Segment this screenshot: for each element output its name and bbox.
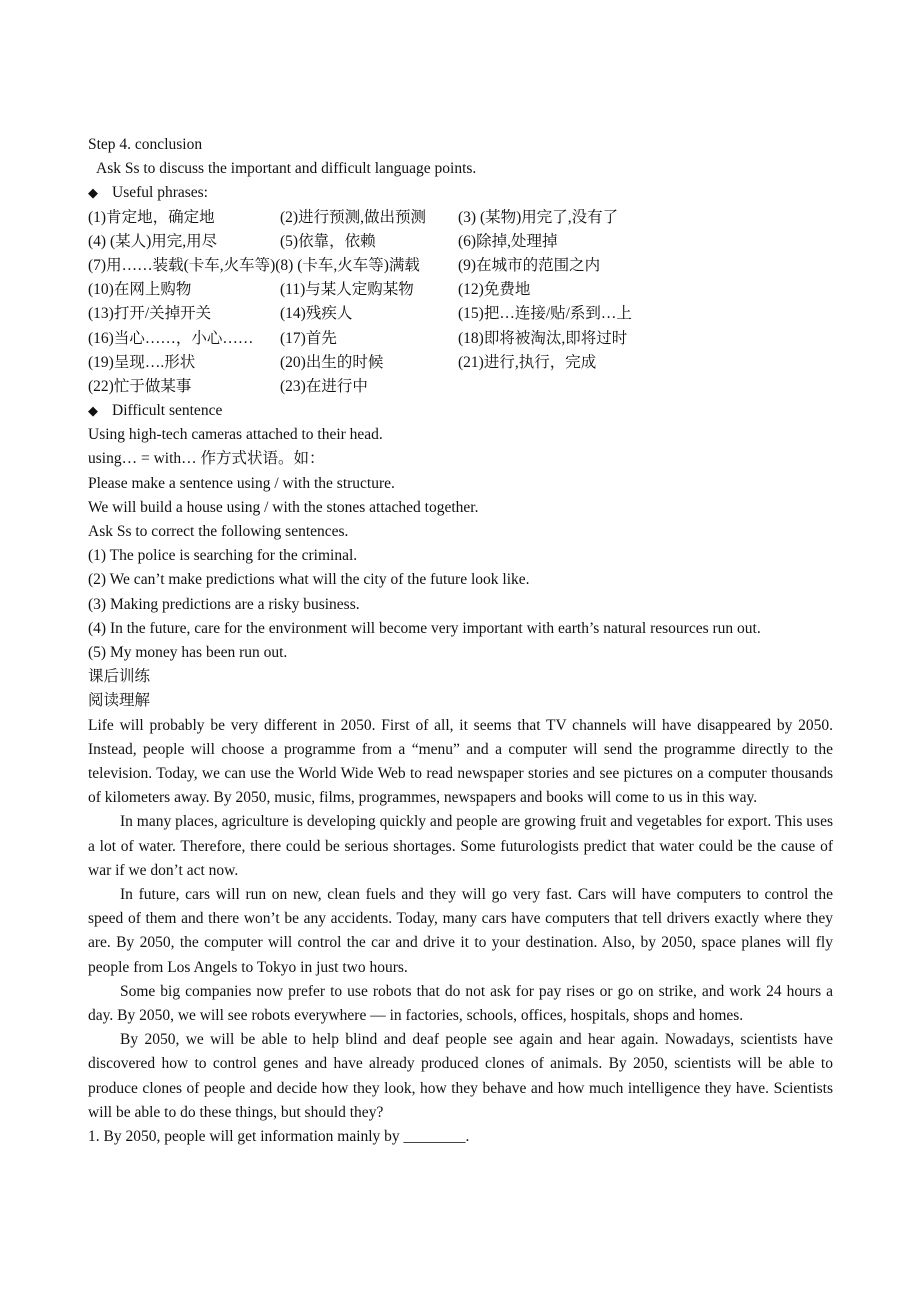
phrase-item: (7)用……装载(卡车,火车等)(8) (卡车,火车等)满载 (88, 256, 420, 274)
reading-heading: 阅读理解 (88, 692, 151, 710)
phrase-row (88, 351, 833, 375)
reading-paragraph: In many places, agriculture is developing quickly and people are growing fruit and vegetables for export. This uses a lot of water. Therefore, there could be serious shortages. Some futurologists predict that water could be the cause of war if we don’t act now. (88, 813, 833, 879)
useful-phrases-label: Useful phrases: (112, 184, 208, 202)
difficult-line: using… = with… 作方式状语。如： (88, 450, 325, 468)
useful-phrases-heading (88, 181, 833, 205)
phrase-row (88, 254, 833, 278)
phrase-item: (4) (某人)用完,用尽 (88, 232, 218, 250)
phrase-item: (17)首先 (280, 329, 337, 347)
phrase-item: (16)当心……，小心…… (88, 329, 254, 347)
phrase-item: (3) (某物)用完了,没有了 (458, 208, 619, 226)
reading-paragraph: By 2050, we will be able to help blind and deaf people see again and hear again. Nowadays, scientists have discovered how to control genes and have already produced clones of animals. By 2050, scientists will be able to produce clones of people and decide how they look, how they behave and how much intelligence they have. Scientists will be able to do these things, but should they? (88, 1031, 833, 1121)
difficult-line: Ask Ss to correct the following sentences. (88, 523, 349, 540)
reading-passage (88, 714, 833, 1125)
after-class-heading: 课后训练 (88, 668, 151, 686)
diamond-bullet-icon: ◆ (88, 185, 98, 201)
phrase-item: (10)在网上购物 (88, 281, 192, 299)
diamond-bullet-icon: ◆ (88, 403, 98, 419)
difficult-line: (3) Making predictions are a risky business. (88, 595, 360, 613)
phrase-row (88, 302, 833, 326)
question-1: 1. By 2050, people will get information mainly by ________. (88, 1127, 470, 1145)
phrase-item: (15)把…连接/贴/系到…上 (458, 305, 632, 323)
phrase-row (88, 375, 833, 399)
phrase-item: (20)出生的时候 (280, 353, 384, 371)
phrase-item: (21)进行,执行，完成 (458, 353, 597, 371)
difficult-line: Using high-tech cameras attached to their head. (88, 426, 383, 444)
phrase-item: (9)在城市的范围之内 (458, 256, 601, 274)
phrase-item: (13)打开/关掉开关 (88, 305, 212, 323)
phrase-item: (19)呈现….形状 (88, 353, 196, 371)
difficult-line: We will build a house using / with the stones attached together. (88, 498, 479, 516)
phrase-row (88, 278, 833, 302)
step-title: Step 4. conclusion (88, 136, 203, 153)
phrase-item: (6)除掉,处理掉 (458, 232, 558, 250)
phrase-row (88, 327, 833, 351)
reading-paragraph: Life will probably be very different in 2050. First of all, it seems that TV channels will have disappeared by 2050. Instead, people will choose a programme from a “menu” and a computer will send the programme directly to the television. Today, we can use the World Wide Web to read newspaper stories and see pictures on a computer thousands of kilometers away. By 2050, music, films, programmes, newspapers and books will come to us in this way. (88, 716, 833, 807)
difficult-sentence-label: Difficult sentence (112, 402, 223, 420)
phrase-row (88, 206, 833, 230)
phrase-row (88, 230, 833, 254)
phrase-item: (1)肯定地，确定地 (88, 208, 215, 226)
difficult-sentence-list (88, 423, 833, 665)
phrase-item: (5)依靠，依赖 (280, 232, 376, 250)
phrase-item: (22)忙于做某事 (88, 377, 192, 395)
phrase-item: (12)免费地 (458, 281, 531, 299)
intro-line: Ask Ss to discuss the important and difficult language points. (96, 160, 477, 178)
phrase-item: (23)在进行中 (280, 377, 368, 395)
phrase-item: (14)残疾人 (280, 305, 353, 323)
phrase-item: (2)进行预测,做出预测 (280, 208, 426, 226)
difficult-line: (5) My money has been run out. (88, 643, 288, 661)
difficult-line: (1) The police is searching for the criminal. (88, 547, 358, 565)
document-body (88, 133, 833, 1149)
reading-paragraph: In future, cars will run on new, clean fuels and they will go very fast. Cars will have computers to control the speed of them and there won’t be any accidents. Today, many cars have computers that tell drivers exactly where they are. By 2050, the computer will control the car and drive it to your destination. Also, by 2050, space planes will fly people from Los Angels to Tokyo in just two hours. (88, 885, 833, 976)
phrase-item: (11)与某人定购某物 (280, 281, 414, 299)
difficult-line: (4) In the future, care for the environment will become very important with earth’s natural resources run out. (88, 619, 761, 637)
phrase-list (88, 206, 833, 400)
difficult-sentence-heading (88, 399, 833, 423)
reading-paragraph: Some big companies now prefer to use robots that do not ask for pay rises or go on strike, and work 24 hours a day. By 2050, we will see robots everywhere — in factories, schools, offices, hospitals, shops and homes. (88, 982, 833, 1024)
difficult-line: Please make a sentence using / with the structure. (88, 474, 395, 492)
phrase-item (458, 375, 833, 399)
difficult-line: (2) We can’t make predictions what will the city of the future look like. (88, 571, 530, 589)
phrase-item: (18)即将被淘汰,即将过时 (458, 329, 628, 347)
